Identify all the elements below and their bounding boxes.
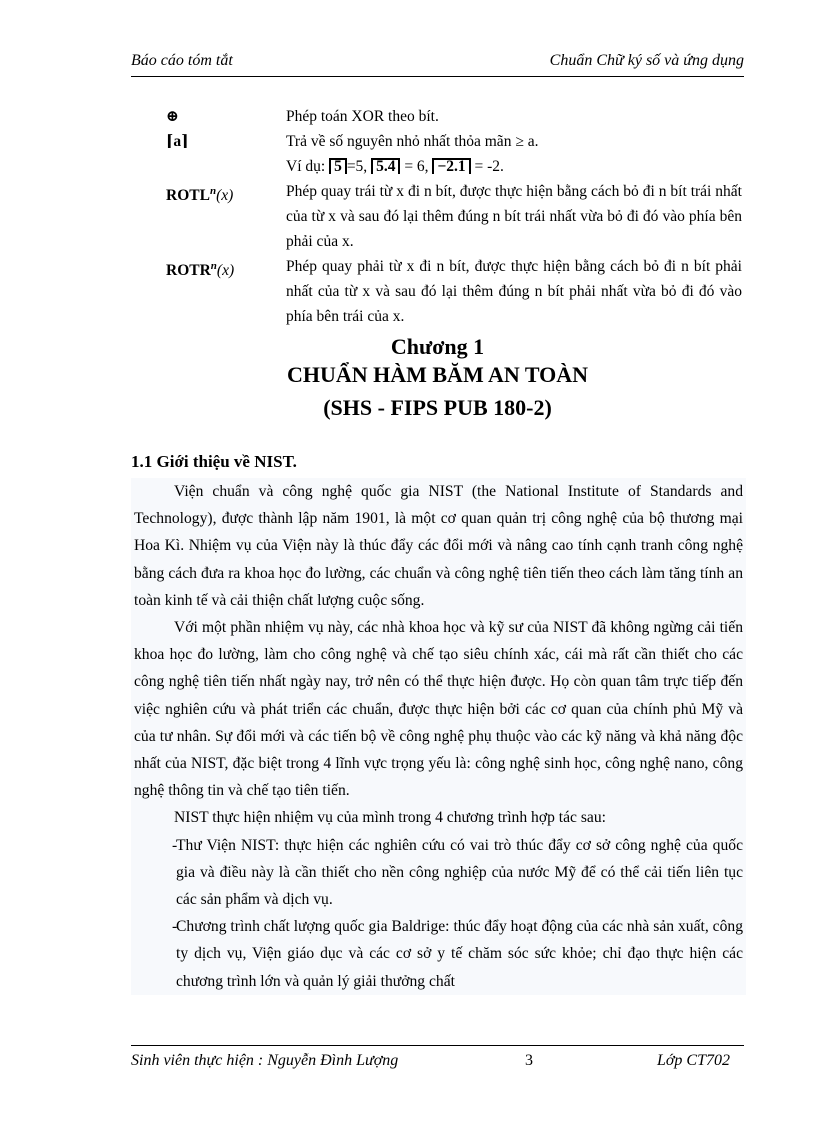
xor-text: Phép toán XOR theo bít. — [286, 108, 439, 125]
bullet-dash: - — [172, 836, 178, 854]
header-right: Chuẩn Chữ ký số và ứng dụng — [549, 52, 744, 69]
notation-rotl — [166, 179, 742, 254]
chapter-subtitle: (SHS - FIPS PUB 180-2) — [323, 395, 552, 420]
rotl-symbol: ROTL$^n$(x) — [166, 185, 234, 205]
notation-xor — [166, 104, 742, 129]
footer-class: Lớp CT702 — [656, 1052, 730, 1069]
paragraph: Với một phần nhiệm vụ này, các nhà khoa học và kỹ sư của NIST đã không ngừng cải tiến khoa học đo lường, làm cho công nghệ và chế tạo siêu chính xác, cái mà rất cần thiết cho các công nghệ tiên tiến nhất ngày nay, trở nên có thể thực hiện được. Họ còn quan tâm trực tiếp đến việc nghiên cứu và phát triển các chuẩn, được thực hiện bởi các cơ quan của chính phủ Mỹ và của tư nhân. Sự đổi mới và các tiến bộ về công nghệ phụ thuộc vào các kỹ năng và khả năng độc nhất của NIST, đặc biệt trong 4 lĩnh vực trọng yếu là: công nghệ sinh học, công nghệ nano, công nghệ thông tin và chế tạo tiên tiến. — [134, 619, 743, 800]
ceil-example: Ví dụ: 5 =5, 5.4 = 6, −2.1 = -2. — [286, 158, 504, 175]
notation-list — [166, 104, 742, 329]
chapter-number: Chương 1 — [390, 334, 485, 359]
notation-ceil — [166, 129, 742, 154]
ceil-symbol: ⌈a⌉ — [166, 133, 189, 150]
notation-rotr — [166, 254, 742, 329]
page-header — [131, 52, 744, 77]
rotl-text: Phép quay trái từ x đi n bít, được thực hiện bằng cách bỏ đi n bít trái nhất của từ x và sau đó lại thêm đúng n bít trái nhất vừa bỏ đi đó vào phía bên phải của x. — [286, 183, 742, 250]
ceil-text: Trả về số nguyên nhỏ nhất thỏa mãn ≥ a. — [286, 133, 539, 150]
bullet-dash: - — [172, 918, 178, 936]
header-left: Báo cáo tóm tắt — [131, 52, 233, 69]
notation-ceil-example — [166, 154, 742, 179]
body-text — [131, 478, 746, 995]
list-item — [134, 832, 743, 914]
paragraph: Viện chuẩn và công nghệ quốc gia NIST (the National Institute of Standards and Technology), được thành lập năm 1901, là một cơ quan quản trị công nghệ của bộ thương mại Hoa Kì. Nhiệm vụ của Viện này là thúc đẩy các đổi mới và nâng cao tính cạnh tranh công nghệ bằng cách đưa ra khoa học đo lường, các chuẩn và công nghệ tiên tiến theo cách làm tăng tính an toàn kinh tế và cải thiện chất lượng cuộc sống. — [134, 483, 743, 609]
page-footer — [131, 1045, 744, 1076]
xor-symbol: ⊕ — [166, 108, 179, 125]
footer-author: Sinh viên thực hiện : Nguyễn Đình Lượng — [131, 1052, 399, 1069]
chapter-title: CHUẨN HÀM BĂM AN TOÀN — [286, 362, 589, 387]
rotr-symbol: ROTR$^n$(x) — [166, 260, 235, 280]
page-number: 3 — [525, 1052, 533, 1069]
bullet-text: Chương trình chất lượng quốc gia Baldrige: thúc đẩy hoạt động của các nhà sản xuất, công ty dịch vụ, Viện giáo dục và các cơ sở y tế chăm sóc sức khỏe; chỉ đạo thực hiện các chương trình lớn và quản lý giải thưởng chất — [176, 918, 743, 990]
section-heading: 1.1 Giới thiệu về NIST. — [131, 452, 297, 471]
list-item — [134, 913, 743, 995]
bullet-text: Thư Viện NIST: thực hiện các nghiên cứu có vai trò thúc đẩy cơ sở công nghệ của quốc gia và điều này là cần thiết cho nền công nghiệp của nước Mỹ để có thể cải tiến liên tục các sản phẩm và dịch vụ. — [176, 836, 743, 909]
rotr-text: Phép quay phải từ x đi n bít, được thực hiện bằng cách bỏ đi n bít phải nhất của từ x và sau đó lại thêm đúng n bít phải nhất vừa bỏ đi đó vào phía bên trái của x. — [286, 258, 742, 325]
paragraph: NIST thực hiện nhiệm vụ của mình trong 4 chương trình hợp tác sau: — [174, 809, 606, 827]
